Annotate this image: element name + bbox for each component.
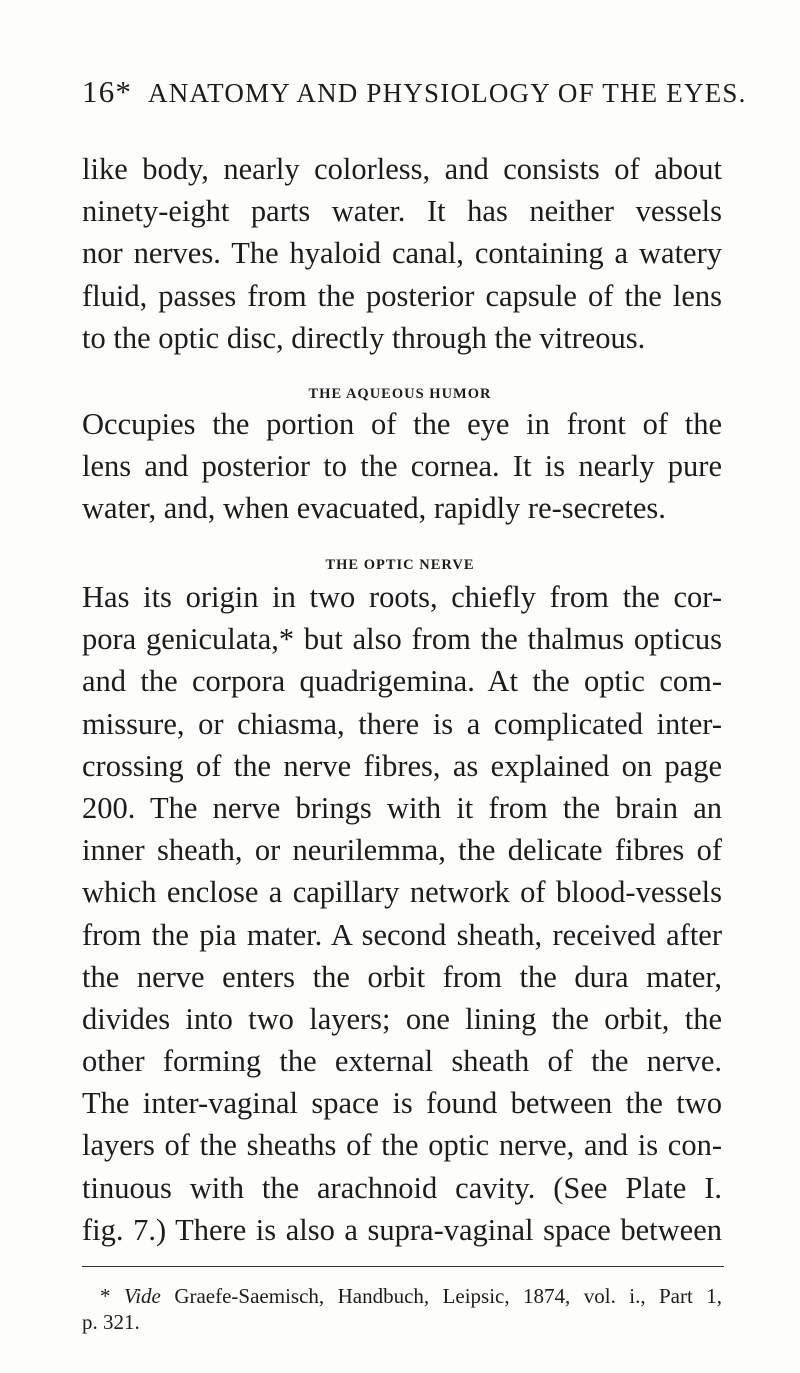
text-line: divides into two layers; one lining the orbit, the xyxy=(82,1001,722,1036)
text-line: like body, nearly colorless, and consists of about xyxy=(82,152,722,186)
text-line: and the corpora quadrigemina. At the optic com- xyxy=(82,664,722,699)
text-line: lens and posterior to the cornea. It is nearly pure xyxy=(82,449,722,484)
footnote xyxy=(82,1283,722,1335)
section-heading-optic-nerve: THE OPTIC NERVE xyxy=(325,557,475,573)
running-header xyxy=(82,74,747,110)
page-number: 16* xyxy=(82,74,133,109)
running-title: ANATOMY AND PHYSIOLOGY OF THE EYES. xyxy=(148,78,747,108)
text-line: other forming the external sheath of the nerve. xyxy=(82,1044,722,1079)
text-line: missure, or chiasma, there is a complicated inter- xyxy=(82,706,722,741)
text-line: layers of the sheaths of the optic nerve, and is con- xyxy=(82,1128,722,1163)
text-line: ninety-eight parts water. It has neither vessels xyxy=(82,194,722,229)
text-line: from the pia mater. A second sheath, received after xyxy=(82,917,722,952)
paragraph-vitreous xyxy=(82,148,722,359)
footnote-citation: Graefe-Saemisch, Handbuch, Leipsic, 1874, vol. i., Part 1, xyxy=(174,1284,723,1308)
text-line: crossing of the nerve fibres, as explained on page xyxy=(82,748,722,783)
text-line: water, and, when evacuated, rapidly re-secretes. xyxy=(82,491,666,526)
section-heading-aqueous-humor: THE AQUEOUS HUMOR xyxy=(308,386,492,402)
text-line: Has its origin in two roots, chiefly from the cor- xyxy=(82,580,722,614)
text-line: inner sheath, or neurilemma, the delicate fibres of xyxy=(82,833,722,868)
text-line: 200. The nerve brings with it from the brain an xyxy=(82,790,722,825)
text-line: fluid, passes from the posterior capsule of the lens xyxy=(82,278,722,313)
footnote-line xyxy=(82,1283,722,1309)
text-line: fig. 7.) There is also a supra-vaginal space between xyxy=(82,1212,722,1247)
text-line: the nerve enters the orbit from the dura mater, xyxy=(82,959,722,994)
footnote-divider xyxy=(82,1266,724,1267)
footnote-marker: * xyxy=(100,1284,111,1308)
text-line: to the optic disc, directly through the vitreous. xyxy=(82,320,646,355)
paragraph-optic-nerve xyxy=(82,576,722,1251)
paragraph-aqueous-humor xyxy=(82,403,722,530)
text-line: pora geniculata,* but also from the thalmus opticus xyxy=(82,622,722,657)
text-line: The inter-vaginal space is found between the two xyxy=(82,1086,722,1121)
text-line: tinuous with the arachnoid cavity. (See Plate I. xyxy=(82,1170,722,1205)
text-line: which enclose a capillary network of blood-vessels xyxy=(82,875,722,910)
text-line: nor nerves. The hyaloid canal, containing a watery xyxy=(82,236,722,271)
footnote-vide: Vide xyxy=(123,1284,161,1308)
footnote-line: p. 321. xyxy=(82,1310,140,1334)
text-line: Occupies the portion of the eye in front of the xyxy=(82,407,722,441)
